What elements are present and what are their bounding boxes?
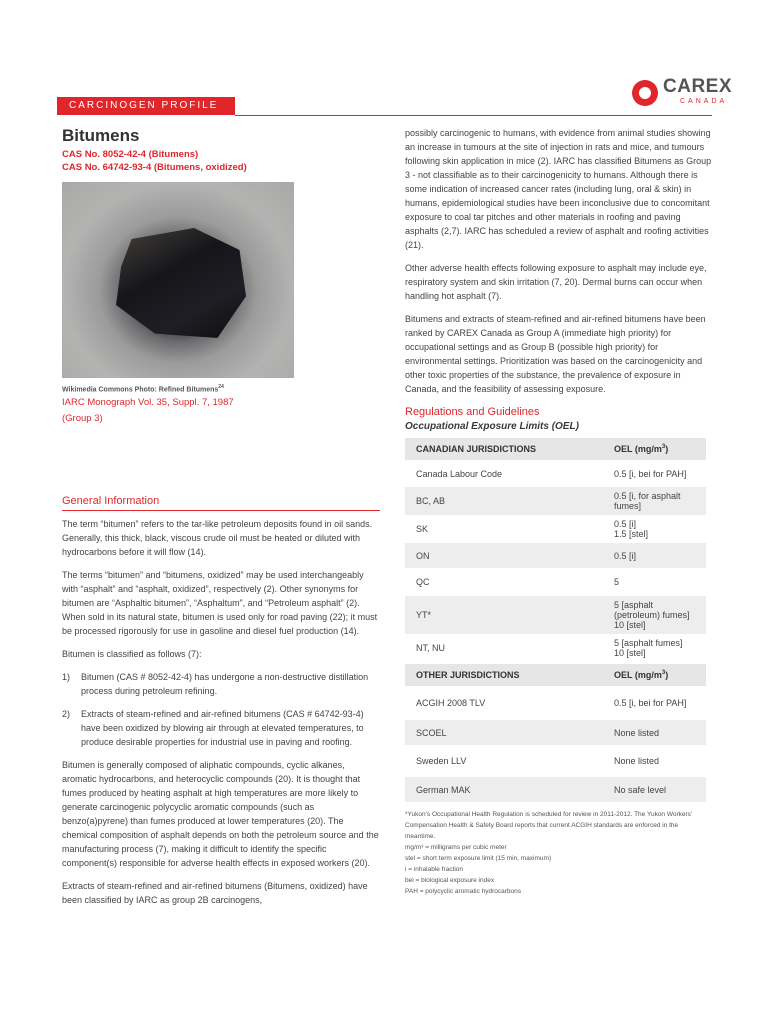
table-cell: 5 [614, 577, 620, 587]
table-row [405, 634, 706, 662]
table-cell: SCOEL [405, 720, 608, 745]
table-cell: ACGIH 2008 TLV [416, 698, 486, 708]
logo-sub: CANADA [680, 98, 728, 105]
cas-number-2: CAS No. 64742-93-4 (Bitumens, oxidized) [62, 162, 247, 173]
right-paragraph-2: Other adverse health effects following exposure to asphalt may include eye, respiratory system and skin irritation (7, 20). Dermal burns can occur when handling hot asphalt (7). [405, 263, 707, 301]
list-number: 1) [62, 672, 71, 683]
list-number: 2) [62, 709, 71, 720]
table-cell: NT, NU [416, 643, 445, 653]
table-row [405, 568, 706, 596]
footnote: stel = short term exposure limit (15 min, maximum) [405, 855, 552, 862]
table-cell: ON [405, 543, 608, 568]
regulations-heading: Regulations and Guidelines [405, 406, 540, 418]
carex-logo [632, 76, 732, 112]
table-cell: 5 [asphalt fumes] 10 [stel] [614, 638, 683, 658]
table-header-row [405, 438, 706, 460]
oel-table [405, 438, 706, 802]
bitumen-photo [62, 182, 294, 378]
iarc-reference-1: IARC Monograph Vol. 35, Suppl. 7, 1987 [62, 397, 234, 409]
table-row [405, 720, 706, 745]
right-paragraph-1: possibly carcinogenic to humans, with evidence from animal studies showing an increase in tumours at the site of injection in rats and mice, and tumours following skin application in mice (2). IARC has classified Bitumens as Group 3 - not classifiable as to their carcinogenicity to humans. Although there is some indication of increased cancer rates (including lung, oral & skin) in humans, epidemiological studies have been inconclusive due to concomitant exposure to coal tar pitches and other materials in roofing and paving asphalts (2,7). IARC has scheduled a review of asphalt and roofing activities (21). [405, 128, 712, 250]
general-paragraph-4: Bitumen is generally composed of aliphatic compounds, cyclic alkanes, aromatic hydrocarbons, and heterocyclic compounds (20). It is thought that fumes produced by heating asphalt at high temperatures are more likely to generate carcinogenic polycyclic aromatic compounds (such as benzo(a)pyrene) than fumes produced at lower temperatures (20). The chemical composition of asphalt depends on both the petroleum source and the manufacturing process (7), making it difficult to identify the specific component(s) responsible for adverse health effects in exposed workers (20). [62, 760, 379, 869]
general-paragraph-3: Bitumen is classified as follows (7): [62, 649, 202, 660]
table-row [405, 515, 706, 543]
table-row [405, 686, 706, 720]
footnote: mg/m³ = milligrams per cubic meter [405, 844, 507, 851]
table-row [405, 745, 706, 777]
table-cell: Canada Labour Code [416, 468, 503, 479]
general-paragraph-1: The term “bitumen” refers to the tar-like petroleum deposits found in oil sands. Generally, this thick, black, viscous crude oil must be heated or diluted with hydrocarbons before it will flow (14). [62, 519, 373, 558]
list-item [62, 707, 380, 749]
footnote: *Yukon’s Occupational Health Regulation is scheduled for review in 2011-2012. The Yukon Workers’ Compensation Health & Safety Board reports that current ACGIH standards are enforced in the meantime. [405, 811, 693, 840]
table-header-cell: CANADIAN JURISDICTIONS [405, 438, 608, 460]
table-cell: 0.5 [i, bei for PAH] [614, 698, 687, 708]
table-cell: 0.5 [i] 1.5 [stel] [614, 519, 649, 539]
table-cell: 0.5 [i] [608, 543, 706, 568]
table-cell: German MAK [405, 777, 608, 802]
bitumen-rock-image [116, 228, 246, 338]
footnote: bei = biological exposure index [405, 877, 495, 884]
profile-banner: CARCINOGEN PROFILE [57, 97, 235, 115]
table-cell: No safe level [608, 777, 706, 802]
banner-divider [235, 115, 712, 116]
table-row [405, 543, 706, 568]
list-text: Bitumen (CAS # 8052-42-4) has undergone a non-destructive distillation process during petroleum refining. [81, 672, 369, 697]
table-cell: None listed [608, 720, 706, 745]
table-header-row [405, 664, 706, 686]
cas-number-1: CAS No. 8052-42-4 (Bitumens) [62, 149, 199, 160]
iarc-reference-2: (Group 3) [62, 413, 103, 425]
table-cell: None listed [614, 756, 660, 766]
table-footnotes [405, 809, 710, 897]
left-column [62, 126, 380, 916]
table-header-cell: OEL $(mg/m^3)$ [608, 438, 706, 460]
table-row [405, 777, 706, 802]
table-cell: YT* [405, 596, 608, 634]
table-row [405, 596, 706, 634]
table-cell: SK [416, 524, 429, 534]
table-header-cell: OTHER JURISDICTIONS [405, 664, 608, 686]
oel-heading: Occupational Exposure Limits (OEL) [405, 421, 579, 432]
table-cell: Sweden LLV [416, 756, 467, 766]
footnote: i = inhalable fraction [405, 866, 463, 873]
right-paragraph-3: Bitumens and extracts of steam-refined and air-refined bitumens have been ranked by CAREX Canada as Group A (immediate high priority) for occupational settings and as Group B (possible high priority) for environmental settings. Prioritization was based on the carcinogenicity and other toxic properties of the substance, the prevalence of exposure in Canada, and the feasibility of assessing exposure. [405, 314, 706, 394]
table-cell: 5 [asphalt (petroleum) fumes] 10 [stel] [608, 596, 706, 634]
table-row [405, 460, 706, 487]
table-cell: 0.5 [i, bei for PAH] [614, 468, 687, 479]
general-information-heading: General Information [62, 495, 380, 511]
carex-logo-icon [632, 80, 658, 106]
list-text: Extracts of steam-refined and air-refined bitumens (CAS # 64742-93-4) have been oxidized by blowing air through at elevated temperatures, to produce desirable properties for industrial use in paving and roofing. [81, 709, 364, 748]
table-cell: 0.5 [i, for asphalt fumes] [608, 487, 706, 515]
photo-caption: Wikimedia Commons Photo: Refined Bitumens$^{24}$ [62, 384, 224, 394]
table-row [405, 487, 706, 515]
table-cell: QC [416, 577, 430, 587]
list-item [62, 670, 380, 698]
table-cell: BC, AB [405, 487, 608, 515]
logo-word: CAREX [663, 76, 733, 97]
general-paragraph-5: Extracts of steam-refined and air-refined bitumens (Bitumens, oxidized) have been classified by IARC as group 2B carcinogens, [62, 881, 368, 906]
table-header-cell: OEL $(mg/m^3)$ [608, 664, 706, 686]
page-title: Bitumens [62, 126, 140, 145]
general-paragraph-2: The terms “bitumen” and “bitumens, oxidized” may be used interchangeably with “asphalt” and “asphalt, oxidized”, respectively (2). Other synonyms for bitumen are “Asphaltic bitumen”, “Asphaltum”, and “Petroleum asphalt” (2). When sold in its natural state, bitumen is used only for road paving (22); it must be processed rigorously for use in gasoline and diesel fuel production (14). [62, 570, 378, 637]
right-column [405, 126, 715, 897]
footnote: PAH = polycyclic aromatic hydrocarbons [405, 888, 522, 895]
